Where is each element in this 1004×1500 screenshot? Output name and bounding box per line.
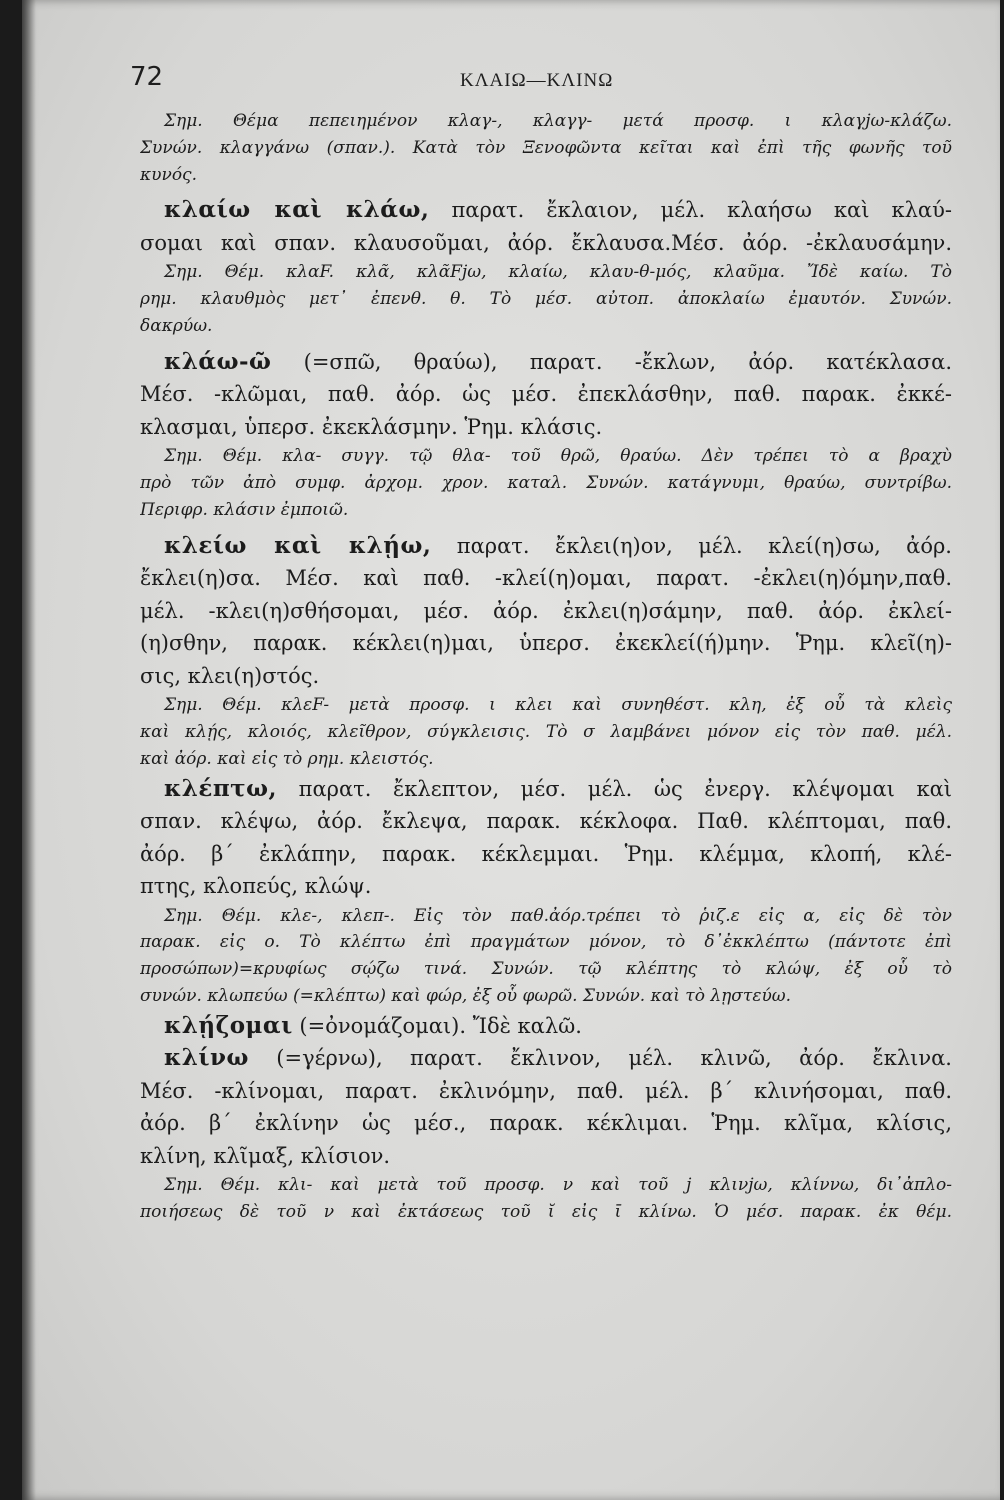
note-klaio [140,259,952,339]
note-line: Σημ. Θέμ. κλαF. κλᾶ, κλᾶFjω, κλαίω, κλαυ-θ-μός, κλαῦμα. Ἴδὲ καίω. Τὸ [164,262,952,283]
entry-line: κλίνη, κλῖμαξ, κλίσιον. [140,1143,391,1168]
note-line: πρὸ τῶν ἀπὸ συμφ. ἀρχομ. χρον. καταλ. Συνών. κατάγνυμι, θραύω, συντρίβω. [140,473,952,494]
entry-line: σομαι καὶ σπαν. κλαυσοῦμαι, ἀόρ. ἔκλαυσα.Μέσ. ἀόρ. -ἐκλαυσάμην. [140,230,952,255]
note-kleio [140,692,952,772]
entry-text: (=σπῶ, θραύω), παρατ. -ἔκλων, ἀόρ. κατέκλασα. [303,349,952,374]
note-line: καὶ κλῄς, κλοιός, κλεῖθρον, σύγκλεισις. Τὸ σ λαμβάνει μόνον εἰς τὸν παθ. μέλ. [140,721,952,742]
entry-line: μέλ. -κλει(η)σθήσομαι, μέσ. ἀόρ. ἐκλει(η)σάμην, παθ. ἀόρ. ἐκλεί- [140,598,952,623]
running-title: ΚΛΑΙΩ—ΚΛΙΝΩ [460,70,614,91]
note-line: Περιφρ. κλάσιν ἐμποιῶ. [140,499,349,520]
entry-line: σις, κλει(η)στός. [140,663,320,688]
note-line: Σημ. Θέμ. κλε-, κλεπ-. Εἰς τὸν παθ.ἀόρ.τρέπει τὸ ῥιζ.ε εἰς α, εἰς δὲ τὸν [164,905,952,926]
entry-line: (η)σθην, παρακ. κέκλει(η)μαι, ὑπερσ. ἐκεκλεί(ή)μην. Ῥημ. κλεῖ(η)- [140,631,952,656]
entry-klino [140,1042,952,1172]
entry-klaio [140,194,952,259]
note-line: Σημ. Θέμ. κλεF- μετὰ προσφ. ι κλει καὶ συνηθέστ. κλη, ἐξ οὗ τὰ κλεὶς [164,695,952,716]
headword: κλέπτω, [164,774,278,802]
entry-first-line [140,346,952,379]
entry-line: ἔκλει(η)σα. Μέσ. καὶ παθ. -κλεί(η)ομαι, παρατ. -ἐκλει(η)όμην,παθ. [140,566,952,591]
note-line: ποιήσεως δὲ τοῦ ν καὶ ἐκτάσεως τοῦ ῐ εἰς ῑ κλίνω. Ὁ μέσ. παρακ. ἐκ θέμ. [140,1202,952,1223]
entry-klao [140,346,952,444]
note-line: παρακ. εἰς ο. Τὸ κλέπτω ἐπὶ πραγμάτων μόνον, τὸ δ᾿ἐκκλέπτω (πάντοτε ἐπὶ [140,932,952,953]
headword: κλῄζομαι [164,1011,293,1039]
entry-first-line [140,1010,952,1043]
entry-text: (=γέρνω), παρατ. ἔκλινον, μέλ. κλινῶ, ἀόρ. ἔκλινα. [276,1046,952,1071]
entry-line: κλασμαι, ὑπερσ. ἐκεκλάσμην. Ῥημ. κλάσις. [140,414,603,439]
headword: κλίνω [164,1044,249,1072]
spine-shadow [22,0,36,1500]
note-line: καὶ ἀόρ. καὶ εἰς τὸ ρημ. κλειστός. [140,748,434,769]
entry-line: ἀόρ. β΄ ἐκλάπην, παρακ. κέκλεμμαι. Ῥημ. κλέμμα, κλοπή, κλέ- [140,841,952,866]
note-line: Συνών. κλαγγάνω (σπαν.). Κατὰ τὸν Ξενοφῶντα κεῖται καὶ ἐπὶ τῆς φωνῆς τοῦ [140,137,952,158]
entry-first-line [140,194,952,227]
note-line: Σημ. Θέμ. κλι- καὶ μετὰ τοῦ προσφ. ν καὶ τοῦ j κλινjω, κλίννω, δι᾿ἀπλο- [164,1175,952,1196]
entry-text: παρατ. ἔκλεπτον, μέσ. μέλ. ὡς ἐνεργ. κλέψομαι καὶ [298,776,952,801]
note-klino [140,1172,952,1226]
entry-klepto [140,773,952,903]
entry-line: πτης, κλοπεύς, κλώψ. [140,874,372,899]
entry-text: παρατ. ἔκλαιον, μέλ. κλαήσω καὶ κλαύ- [451,198,952,223]
note-line: συνών. κλωπεύω (=κλέπτω) καὶ φώρ, ἐξ οὗ φωρῶ. Συνών. καὶ τὸ λῃστεύω. [140,985,792,1006]
entry-first-line [140,530,952,563]
entry-line: Μέσ. -κλῶμαι, παθ. ἀόρ. ὡς μέσ. ἐπεκλάσθην, παθ. παρακ. ἐκκέ- [140,382,952,407]
entry-kleio [140,530,952,693]
entry-line: ἀόρ. β΄ ἐκλίνην ὡς μέσ., παρακ. κέκλιμαι. Ῥημ. κλῖμα, κλίσις, [140,1111,952,1136]
entry-first-line [140,1042,952,1075]
note-klepto [140,903,952,1010]
note-klag [140,108,952,188]
page-body [140,108,952,1226]
headword: κλείω καὶ κλῄω, [164,531,432,559]
note-line: ρημ. κλαυθμὸς μετ᾿ ἐπενθ. θ. Τὸ μέσ. αὐτοπ. ἀποκλαίω ἐμαυτόν. Συνών. [140,289,952,310]
note-line: δακρύω. [140,315,213,336]
entry-first-line [140,773,952,806]
note-line: Σημ. Θέμ. κλα- συγγ. τῷ θλα- τοῦ θρῶ, θραύω. Δὲν τρέπει τὸ α βραχὺ [164,446,952,467]
entry-line: Μέσ. -κλίνομαι, παρατ. ἐκλινόμην, παθ. μέλ. β΄ κλινήσομαι, παθ. [140,1078,952,1103]
page-header [130,62,930,102]
entry-text: παρατ. ἔκλει(η)ον, μέλ. κλεί(η)σω, ἀόρ. [456,533,952,558]
entry-text: (=ὀνομάζομαι). Ἴδὲ καλῶ. [299,1013,582,1038]
entry-klezomai [140,1010,952,1043]
entry-line: σπαν. κλέψω, ἀόρ. ἔκλεψα, παρακ. κέκλοφα. Παθ. κλέπτομαι, παθ. [140,809,952,834]
page-number: 72 [130,62,164,92]
headword: κλάω-ῶ [164,347,272,375]
note-line: Σημ. Θέμα πεπειημένον κλαγ-, κλαγγ- μετά προσφ. ι κλαγjω-κλάζω. [164,111,952,131]
headword: κλαίω καὶ κλάω, [164,196,430,224]
note-line: κυνός. [140,164,197,185]
note-line: προσώπων)=κρυφίως σῴζω τινά. Συνών. τῷ κλέπτης τὸ κλώψ, ἐξ οὗ τὸ [140,959,952,980]
book-page [22,0,1000,1500]
note-klao [140,443,952,523]
